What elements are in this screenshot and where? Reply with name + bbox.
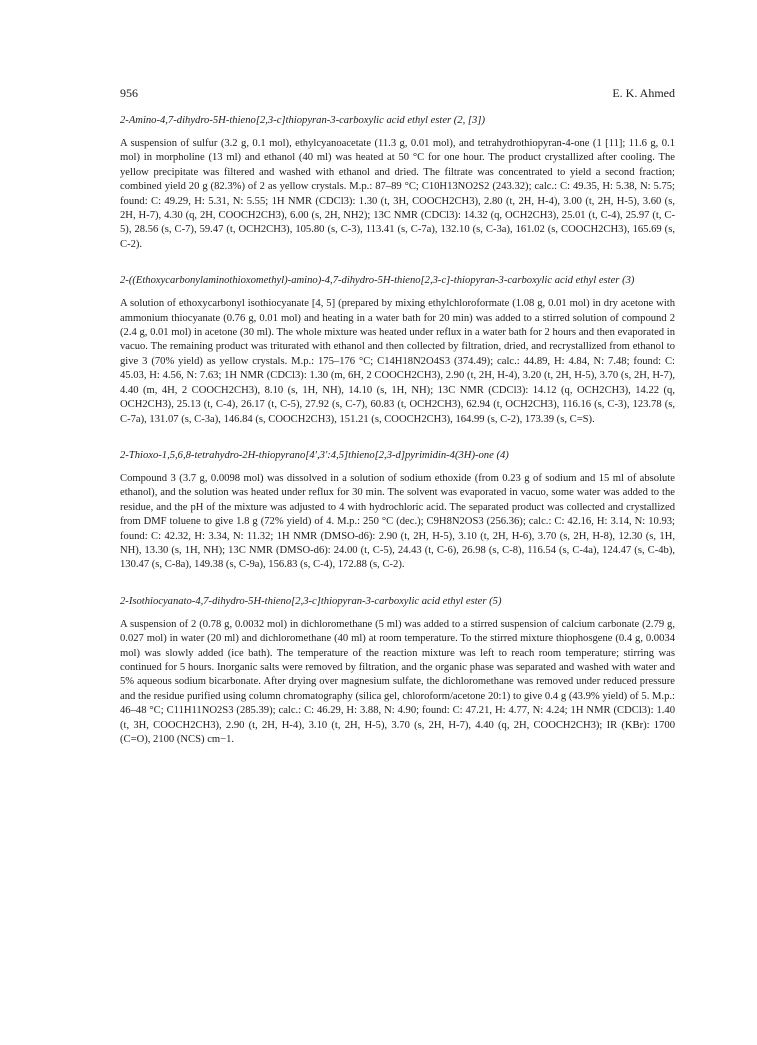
section-paragraph: Compound 3 (3.7 g, 0.0098 mol) was dissolved in a solution of sodium ethoxide (from 0.23 g of sodium and 15 ml of absolute ethanol), and the solution was heated under reflux for 30 min. The solvent was evaporated in vacuo, some water was added to the residue, and the pH of the mixture was adjusted to 4 with hydrochloric acid. The separated product was collected and crystallized from DMF toluene to give 1.8 g (72% yield) of 4. M.p.: 250 °C (dec.); C9H8N2OS3 (256.36); calc.: C: 42.16, H: 3.14, N: 10.93; found: C: 42.32, H: 3.34, N: 11.32; 1H NMR (DMSO-d6): 2.90 (t, 2H, H-5), 3.10 (t, 2H, H-6), 3.70 (s, 2H, H-8), 12.30 (s, 1H, NH), 13.30 (s, 1H, NH); 13C NMR (DMSO-d6): 24.00 (t, C-5), 24.43 (t, C-6), 26.98 (s, C-8), 116.54 (s, C-4a), 124.47 (s, C-4b), 130.47 (s, C-8a), 149.38 (s, C-9a), 156.83 (s, C-4), 172.88 (s, C-2). [120, 472, 675, 571]
page-number: 956 [120, 86, 138, 100]
section-heading: 2-Isothiocyanato-4,7-dihydro-5H-thieno[2,3-c]thiopyran-3-carboxylic acid ethyl ester (5) [120, 595, 502, 607]
section-paragraph: A suspension of 2 (0.78 g, 0.0032 mol) in dichloromethane (5 ml) was added to a stirred suspension of calcium carbonate (2.79 g, 0.027 mol) in water (20 ml) and dichloromethane (40 ml) at room temperature. To the stirred mixture thiophosgene (0.4 g, 0.0034 mol) was slowly added (ice bath). The temperature of the reaction mixture was left to reach room temperature; stirring was continued for 5 hours. Inorganic salts were removed by filtration, and the organic phase was separated and washed with water and 5% aqueous sodium bicarbonate. After drying over magnesium sulfate, the dichloromethane was removed under reduced pressure and the residue purified using column chromatography (silica gel, chloroform/acetone 20:1) to give 0.4 g (43.9% yield) of 5. M.p.: 46–48 °C; C11H11NO2S3 (285.39); calc.: C: 46.29, H: 3.88, N: 4.90; found: C: 47.21, H: 4.77, N: 4.24; 1H NMR (CDCl3): 1.40 (t, 3H, COOCH2CH3), 2.90 (t, 2H, H-4), 3.10 (t, 2H, H-5), 3.70 (s, 2H, H-7), 4.40 (q, 2H, COOCH2CH3); IR (KBr): 1700 (C=O), 2100 (NCS) cm−1. [120, 618, 675, 745]
author-name: E. K. Ahmed [612, 86, 675, 100]
section-compound-4 [120, 449, 675, 573]
section-paragraph: A solution of ethoxycarbonyl isothiocyanate [4, 5] (prepared by mixing ethylchloroformate (1.08 g, 0.01 mol) in dry acetone with ammonium thiocyanate (0.76 g, 0.01 mol) and heating in a water bath for 20 min) was added to a stirred solution of compound 2 (2.4 g, 0.01 mol) in acetone (30 ml). The whole mixture was heated under reflux in a water bath for 2 hours and then evaporated in vacuo. The remaining product was triturated with ethanol and then collected by filtration, dried, and recrystallized from ethanol to give 3 (70% yield) as yellow crystals. M.p.: 175–176 °C; C14H18N2O4S3 (374.49); calc.: 44.89, H: 4.84, N: 7.48; found: C: 45.03, H: 4.56, N: 7.63; 1H NMR (CDCl3): 1.30 (m, 6H, 2 COOCH2CH3), 2.90 (t, 2H, H-4), 3.20 (t, 2H, H-5), 3.70 (s, 2H, H-7), 4.40 (m, 4H, 2 COOCH2CH3), 8.10 (s, 1H, NH), 14.10 (s, 1H, NH); 13C NMR (CDCl3): 14.12 (q, OCH2CH3), 14.22 (q, OCH2CH3), 25.13 (t, C-4), 26.17 (t, C-5), 27.92 (s, C-7), 60.83 (t, OCH2CH3), 62.94 (t, OCH2CH3), 116.16 (s, C-3), 123.78 (s, C-7a), 131.07 (s, C-3a), 146.84 (s, COOCH2CH3), 151.21 (s, COOCH2CH3), 164.99 (s, C-2), 173.39 (s, C=S). [120, 298, 675, 425]
section-compound-5 [120, 595, 675, 748]
section-heading: 2-((Ethoxycarbonylaminothioxomethyl)-amino)-4,7-dihydro-5H-thieno[2,3-c]-thiopyran-3-carboxylic acid ethyl ester (3) [120, 275, 635, 287]
section-heading: 2-Amino-4,7-dihydro-5H-thieno[2,3-c]thiopyran-3-carboxylic acid ethyl ester (2, [3]) [120, 115, 486, 126]
section-heading: 2-Thioxo-1,5,6,8-tetrahydro-2H-thiopyrano[4′,3′:4,5]thieno[2,3-d]pyrimidin-4(3H)-one (4) [120, 449, 509, 461]
section-paragraph: A suspension of sulfur (3.2 g, 0.1 mol), ethylcyanoacetate (11.3 g, 0.01 mol), and tetrahydrothiopyran-4-one (1 [11]; 11.6 g, 0.1 mol) in morpholine (13 ml) and ethanol (40 ml) was heated at 50 °C for one hour. The product crystallized after cooling. The yellow precipitate was filtered and washed with ethanol and dried. The filtrate was concentrated to yield a second fraction; combined yield 20 g (82.3%) of 2 as yellow crystals. M.p.: 87–89 °C; C10H13NO2S2 (243.32); calc.: C: 49.35, H: 5.38, N: 5.75; found: C: 49.29, H: 5.31, N: 5.55; 1H NMR (CDCl3): 1.30 (t, 3H, COOCH2CH3), 2.80 (t, 2H, H-4), 3.00 (t, 2H, H-5), 3.60 (s, 2H, H-7), 4.30 (q, 2H, COOCH2CH3), 6.00 (s, 2H, NH2); 13C NMR (CDCl3): 14.32 (q, OCH2CH3), 25.01 (t, C-4), 25.97 (t, C-5), 28.56 (s, C-7), 59.47 (t, OCH2CH3), 105.80 (s, C-3), 113.41 (s, C-7a), 132.10 (s, C-3a), 161.02 (s, COOCH2CH3), 165.69 (s, C-2). [120, 138, 675, 250]
section-compound-3 [120, 274, 675, 427]
running-head [120, 86, 675, 100]
section-compound-2 [120, 114, 675, 252]
